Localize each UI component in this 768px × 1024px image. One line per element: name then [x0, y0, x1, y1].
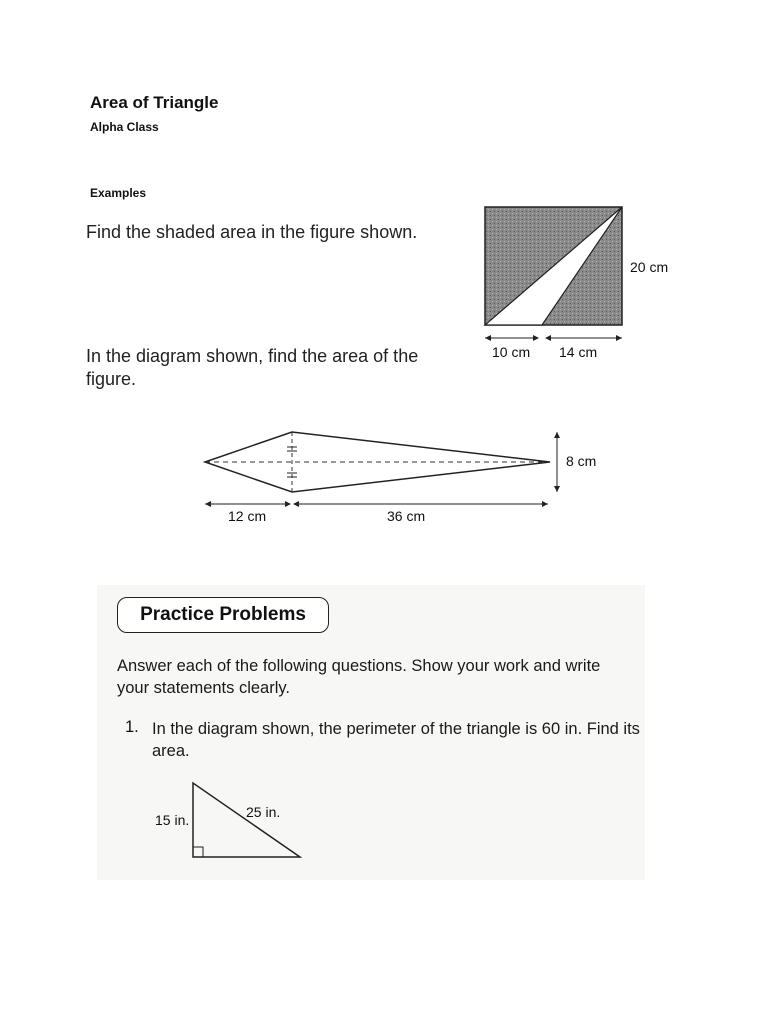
bottom-right-label: 14 cm [559, 344, 598, 360]
arrow-head [545, 335, 551, 341]
example-question-1: Find the shaded area in the figure shown. [86, 222, 418, 242]
problem-text: In the diagram shown, the perimeter of the triangle is 60 in. Find its area. [152, 720, 640, 760]
arrow-head [554, 432, 560, 438]
right-triangle-figure [147, 775, 367, 865]
square-figure [470, 195, 680, 367]
arrow-head [533, 335, 539, 341]
problem-number: 1. [125, 718, 139, 736]
practice-section [97, 585, 645, 880]
bottom-left-label: 10 cm [492, 344, 531, 360]
right-triangle [193, 783, 300, 857]
arrow-head [205, 501, 211, 507]
leg-label: 15 in. [155, 812, 190, 828]
class-name: Alpha Class [90, 120, 159, 134]
arrow-head [542, 501, 548, 507]
example-question-2: In the diagram shown, find the area of the figure. [86, 346, 419, 389]
page-title: Area of Triangle [90, 93, 219, 112]
right-angle-mark [193, 847, 203, 857]
side-label: 20 cm [630, 259, 669, 275]
height-label: 8 cm [566, 453, 597, 469]
kite-figure [190, 420, 610, 530]
arrow-head [293, 501, 299, 507]
left-length-label: 12 cm [228, 508, 267, 524]
practice-heading: Practice Problems [117, 597, 329, 633]
hypotenuse-label: 25 in. [246, 804, 281, 820]
practice-instructions: Answer each of the following questions. Show your work and write your statements clearly. [117, 657, 601, 697]
right-length-label: 36 cm [387, 508, 426, 524]
arrow-head [554, 486, 560, 492]
arrow-head [616, 335, 622, 341]
arrow-head [485, 335, 491, 341]
arrow-head [285, 501, 291, 507]
examples-heading: Examples [90, 186, 147, 200]
